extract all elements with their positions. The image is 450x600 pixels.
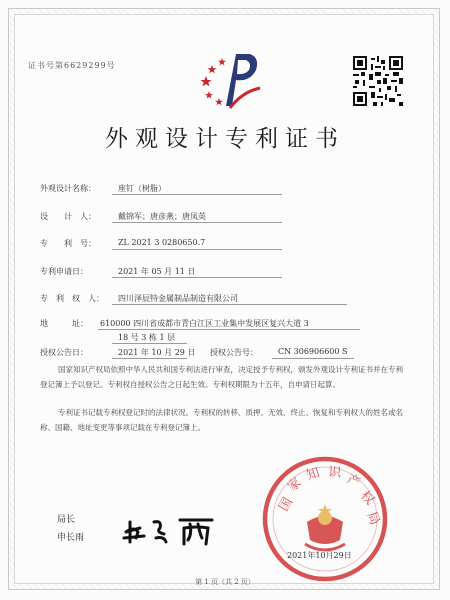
patentee-label: 专 利 权 人： (40, 294, 104, 303)
certificate-number: 证书号第6629299号 (28, 61, 116, 70)
svg-text:权: 权 (357, 488, 377, 509)
svg-text:局: 局 (363, 509, 383, 528)
page-indicator: 第 1 页（共 2 页） (195, 578, 255, 586)
design-name-label: 外观设计名称： (40, 184, 96, 193)
patentee-value: 四川泽辰特金属制品制造有限公司 (118, 294, 238, 303)
address-underline-1 (98, 329, 360, 330)
design-name-value: 座钉（树脂） (118, 184, 166, 193)
filing-date-underline (112, 277, 282, 278)
svg-text:产: 产 (344, 471, 363, 491)
svg-text:国: 国 (276, 495, 296, 514)
body-paragraph-2: 专利证书记载专利权登记时的法律状况。专利权的转移、质押、无效、终止、恢复和专利权人的姓名或名称、国籍、地址变更等事项记载在专利登记簿上。 (40, 408, 403, 432)
address-underline-2 (112, 343, 187, 344)
grant-date-label: 授权公告日： (40, 348, 88, 357)
svg-text:识: 识 (327, 465, 342, 481)
designer-value: 戴锦军；唐彦燕；唐凤英 (118, 212, 206, 221)
body-paragraph-1: 国家知识产权局依照中华人民共和国专利法进行审查，决定授予专利权，颁发外观设计专利证书并在专利登记簿上予以登记。专利权自授权公告之日起生效。专利权期限为十五年，自申请日起算。 (40, 365, 403, 389)
director-name: 申长雨 (57, 533, 85, 543)
filing-date-label: 专利申请日： (40, 267, 88, 276)
certificate-title: 外观设计专利证书 (105, 126, 345, 152)
grant-date-value: 2021 年 10 月 29 日 (118, 348, 196, 357)
patent-number-label: 专 利 号： (40, 239, 96, 248)
patent-number-value: ZL 2021 3 0280650.7 (118, 238, 206, 247)
designer-label: 设 计 人： (40, 212, 96, 221)
designer-underline (112, 222, 282, 223)
address-line-2: 18 号 3 栋 1 层 (118, 333, 176, 342)
grant-number-label: 授权公告号： (210, 348, 258, 357)
design-name-underline (112, 194, 282, 195)
filing-date-value: 2021 年 05 月 11 日 (118, 267, 196, 276)
official-seal-stamp (258, 452, 392, 586)
qr-code-icon (353, 56, 403, 106)
director-title: 局长 (57, 515, 76, 525)
address-line-1: 610000 四川省成都市青白江区工业集中发展区复兴大道 3 (100, 319, 309, 328)
grant-date-underline (112, 358, 187, 359)
svg-text:家: 家 (284, 475, 305, 496)
svg-text:知: 知 (304, 465, 322, 484)
patent-number-underline (112, 249, 282, 250)
cnipa-logo-icon (192, 46, 264, 112)
seal-date: 2021年10月29日 (287, 551, 352, 560)
handwritten-signature (120, 508, 218, 548)
grant-number-value: CN 306906600 S (278, 347, 348, 356)
grant-number-underline (272, 358, 354, 359)
address-label: 地 址： (40, 319, 88, 328)
patentee-underline (112, 304, 347, 305)
